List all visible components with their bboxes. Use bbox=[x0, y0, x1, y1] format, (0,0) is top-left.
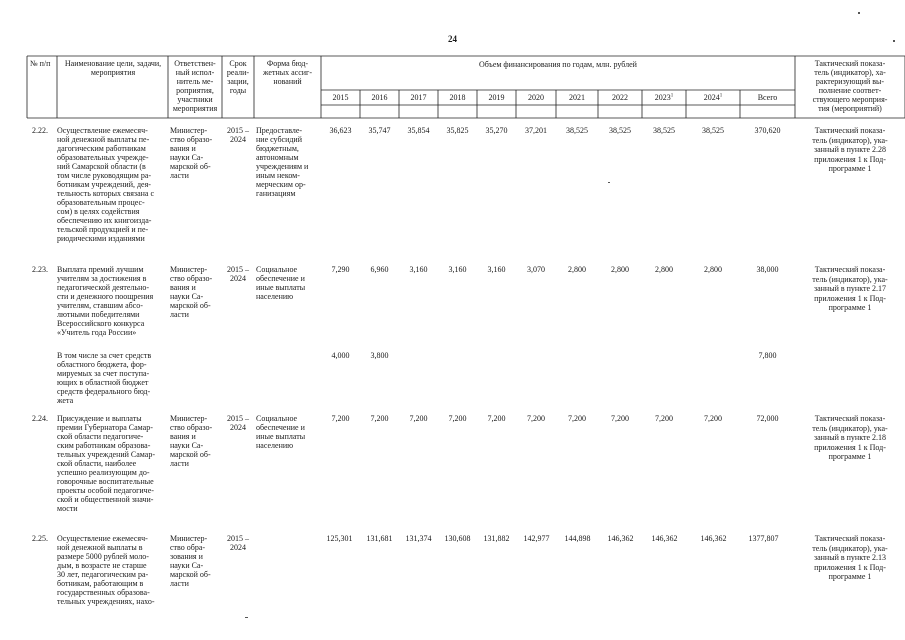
implementation-term: 2015 – 2024 bbox=[227, 414, 249, 432]
amount-cell: 131,681 bbox=[366, 534, 393, 543]
amount-cell: 142,977 bbox=[523, 534, 550, 543]
amount-cell: 125,301 bbox=[326, 534, 353, 543]
amount-cell: 35,270 bbox=[485, 126, 508, 135]
amount-cell: 146,362 bbox=[700, 534, 727, 543]
total-cell: 72,000 bbox=[756, 414, 779, 423]
year-header: 2020 bbox=[528, 93, 544, 102]
header-col-form: Форма бюд- жетных ассиг- нований bbox=[262, 59, 312, 86]
year-header: 2017 bbox=[410, 93, 427, 102]
amount-cell: 3,070 bbox=[527, 265, 545, 274]
page-number: 24 bbox=[448, 34, 457, 44]
amount-cell: 7,200 bbox=[370, 414, 389, 423]
amount-cell: 2,800 bbox=[611, 265, 629, 274]
indicator-text: Тактический показа- тель (индикатор), ука- занный в пункте 2.18 приложения 1 к Под- программе 1 bbox=[812, 414, 888, 462]
indicator-text: Тактический показа- тель (индикатор), ука- занный в пункте 2.13 приложения 1 к Под- программе 1 bbox=[812, 534, 888, 582]
amount-cell: 7,200 bbox=[704, 414, 722, 423]
amount-cell: 38,525 bbox=[566, 126, 588, 135]
header-col-term: Срок реали- зации, годы bbox=[226, 59, 250, 95]
header-col-name: Наименование цели, задачи, мероприятия bbox=[64, 59, 162, 77]
row-number: 2.22. bbox=[32, 126, 48, 135]
amount-cell: 35,825 bbox=[446, 126, 469, 135]
amount-cell: 38,525 bbox=[609, 126, 631, 135]
amount-cell: 130,608 bbox=[444, 534, 471, 543]
amount-cell: 36,623 bbox=[329, 126, 352, 135]
amount-cell: 2,800 bbox=[655, 265, 673, 274]
row-number: 2.25. bbox=[32, 534, 48, 543]
amount-cell: 37,201 bbox=[525, 126, 547, 135]
responsible-executor: Министер- ство образо- вания и науки Са- марской об- ласти bbox=[170, 126, 213, 180]
amount-cell: 7,200 bbox=[568, 414, 586, 423]
implementation-term: 2015 – 2024 bbox=[227, 265, 249, 283]
measure-name: Осуществление ежемесяч- ной денежной выплаты пе- дагогическим работникам образовательных учрежде- ний Самарской области (в том числе руководящим ра- ботникам учреждений, дея- тельность которых связана с образовательным процес- сом) в целях содействия обеспечению их книгоизда- тельской продукцией и пе- риодическими изданиями bbox=[57, 126, 154, 243]
amount-cell: 3,160 bbox=[487, 265, 506, 274]
row-number: 2.23. bbox=[32, 265, 48, 274]
amount-cell: 7,200 bbox=[527, 414, 545, 423]
scan-speck bbox=[608, 182, 610, 183]
amount-cell: 7,200 bbox=[448, 414, 467, 423]
amount-cell: 35,747 bbox=[368, 126, 391, 135]
footnote-mark: 1 bbox=[670, 93, 674, 99]
amount-cell: 2,800 bbox=[568, 265, 586, 274]
amount-cell: 6,960 bbox=[370, 265, 389, 274]
responsible-executor: Министер- ство образо- вания и науки Са- марской об- ласти bbox=[170, 265, 213, 319]
budget-form: Социальное обеспечение и иные выплаты населению bbox=[256, 414, 306, 450]
scan-speck bbox=[893, 40, 895, 42]
amount-cell: 7,200 bbox=[611, 414, 629, 423]
indicator-text: Тактический показа- тель (индикатор), ука- занный в пункте 2.17 приложения 1 к Под- программе 1 bbox=[812, 265, 888, 313]
measure-name: Выплата премий лучшим учителям за достижения в педагогической деятельно- сти и денежного поощрения учителям, ставшим абсо- лютными победителями Всероссийского конкурса «Учитель года России» bbox=[57, 265, 154, 337]
budget-form: Предоставле- ние субсидий бюджетным, автономным учреждениям и иным неком- мерческим ор- ганизациям bbox=[256, 126, 309, 198]
year-header bbox=[642, 93, 686, 102]
year-header: 2016 bbox=[371, 93, 388, 102]
header-col-responsible: Ответствен- ный испол- нитель ме- роприятия, участники мероприятия bbox=[172, 59, 218, 113]
year-header: 2018 bbox=[449, 93, 466, 102]
header-col-finance: Объем финансирования по годам, млн. рублей bbox=[479, 60, 637, 69]
measure-name: Осуществление ежемесяч- ной денежной выплаты в размере 5000 рублей моло- дым, в возрасте не старше 30 лет, педагогическим ра- ботникам, работающим в государственных образова- тельных учреждениях, нахо- bbox=[57, 534, 155, 606]
amount-cell: 35,854 bbox=[407, 126, 430, 135]
amount-cell: 3,160 bbox=[409, 265, 428, 274]
implementation-term: 2015 – 2024 bbox=[227, 126, 249, 144]
year-header bbox=[686, 93, 740, 102]
year-header: 2021 bbox=[569, 93, 585, 102]
responsible-executor: Министер- ство обра- зования и науки Са- марской об- ласти bbox=[170, 534, 211, 588]
responsible-executor: Министер- ство образо- вания и науки Са- марской об- ласти bbox=[170, 414, 213, 468]
amount-cell: 38,525 bbox=[653, 126, 675, 135]
amount-cell: 146,362 bbox=[607, 534, 634, 543]
total-header: Всего bbox=[757, 93, 778, 102]
amount-cell: 131,374 bbox=[405, 534, 432, 543]
amount-cell: 2,800 bbox=[704, 265, 722, 274]
amount-cell: 7,200 bbox=[409, 414, 428, 423]
total-cell: 1377,807 bbox=[748, 534, 779, 543]
implementation-term: 2015 – 2024 bbox=[227, 534, 249, 552]
total-cell: 7,800 bbox=[758, 351, 777, 360]
measure-name: Присуждение и выплаты премии Губернатора Самар- ской области педагогиче- ским работникам образова- тельных учреждений Самар- ской области, наиболее успешно реализующим до- говорочные воспитательные проекты особой педагогиче- ской и общественной значи- мости bbox=[57, 414, 156, 513]
total-cell: 38,000 bbox=[756, 265, 779, 274]
amount-cell: 3,160 bbox=[448, 265, 467, 274]
scan-speck bbox=[858, 12, 860, 14]
row-number: 2.24. bbox=[32, 414, 48, 423]
year-header: 2019 bbox=[488, 93, 505, 102]
amount-cell: 146,362 bbox=[651, 534, 678, 543]
year-label: 2024 bbox=[703, 93, 720, 102]
amount-cell: 7,200 bbox=[331, 414, 350, 423]
amount-cell: 38,525 bbox=[702, 126, 724, 135]
amount-cell: 144,898 bbox=[564, 534, 591, 543]
budget-form: Социальное обеспечение и иные выплаты населению bbox=[256, 265, 306, 301]
amount-cell: 7,200 bbox=[487, 414, 506, 423]
year-label: 2023 bbox=[654, 93, 671, 102]
amount-cell: 4,000 bbox=[331, 351, 350, 360]
header-col-number: № п/п bbox=[30, 59, 51, 68]
total-cell: 370,620 bbox=[754, 126, 781, 135]
sub-measure-name: В том числе за счет средств областного бюджета, фор- мируемых за счет поступа- ющих в областной бюджет средств федерального бюд- жета bbox=[57, 351, 152, 405]
amount-cell: 3,800 bbox=[370, 351, 389, 360]
amount-cell: 131,882 bbox=[483, 534, 510, 543]
year-header: 2022 bbox=[612, 93, 628, 102]
amount-cell: 7,200 bbox=[655, 414, 673, 423]
header-col-indicator: Тактический показа- тель (индикатор), ха- рактеризующий вы- полнение соответ- ствующего мероприя- тия (мероприятий) bbox=[812, 59, 888, 113]
scan-speck bbox=[245, 617, 248, 618]
amount-cell: 7,290 bbox=[331, 265, 350, 274]
indicator-text: Тактический показа- тель (индикатор), ука- занный в пункте 2.28 приложения 1 к Под- программе 1 bbox=[812, 126, 888, 174]
footnote-mark: 1 bbox=[719, 93, 723, 99]
year-header: 2015 bbox=[332, 93, 349, 102]
